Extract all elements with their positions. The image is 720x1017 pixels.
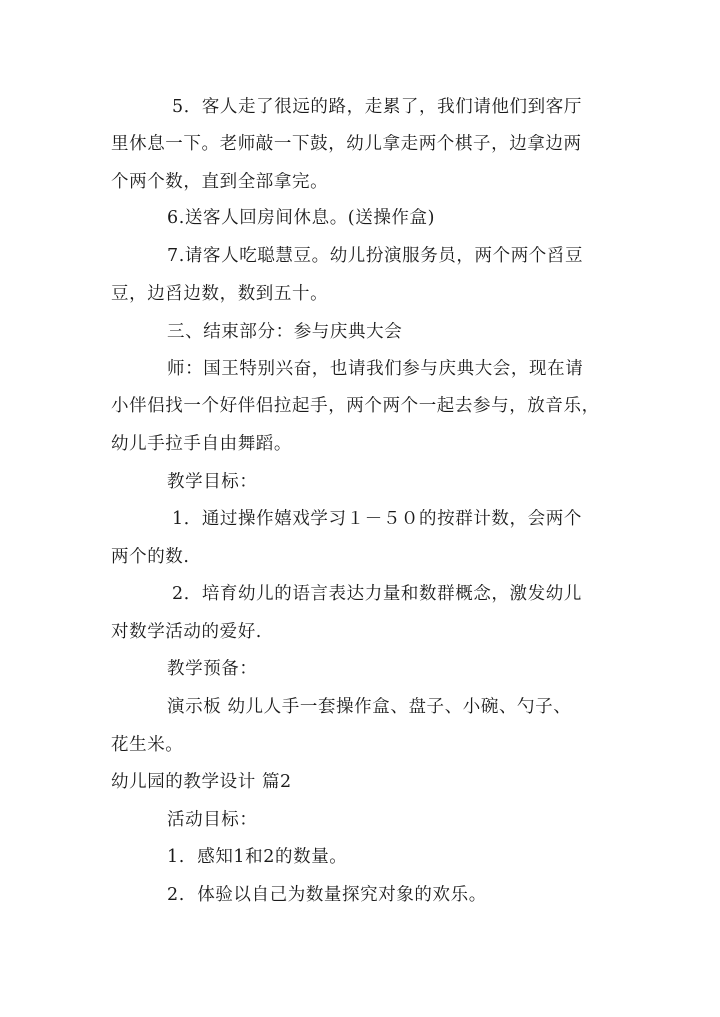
text-line: 两个的数.: [111, 547, 190, 567]
text-line: 2．培育幼儿的语言表达力量和数群概念，激发幼儿: [172, 584, 582, 604]
text-line: 豆，边舀边数，数到五十。: [111, 284, 329, 304]
list-item: 1. 感知1和2的数量。: [167, 847, 348, 867]
text-line: 师：国王特别兴奋，也请我们参与庆典大会，现在请: [167, 359, 584, 379]
text-line: 演示板 幼儿人手一套操作盒、盘子、小碗、勺子、: [167, 697, 572, 717]
list-item: 2. 体验以自己为数量探究对象的欢乐。: [167, 885, 487, 905]
text-line: 小伴侣找一个好伴侣拉起手，两个两个一起去参与，放音乐，: [111, 396, 600, 416]
text-line: 1．通过操作嬉戏学习１－５０的按群计数，会两个: [172, 509, 582, 529]
section-heading: 教学目标：: [167, 472, 258, 492]
section-heading: 三、结束部分：参与庆典大会: [167, 322, 403, 342]
text-line: 6.送客人回房间休息。(送操作盒): [167, 208, 436, 228]
text-line: 幼儿手拉手自由舞蹈。: [111, 434, 292, 454]
section-heading: 教学预备：: [167, 659, 258, 679]
text-line: 花生米。: [111, 735, 184, 755]
text-line: 7.请客人吃聪慧豆。幼儿扮演服务员，两个两个舀豆: [167, 246, 584, 266]
text-line: 个两个数，直到全部拿完。: [111, 172, 329, 192]
text-line: 对数学活动的爱好.: [111, 622, 262, 642]
document-section-title: 幼儿园的教学设计 篇2: [111, 772, 292, 792]
text-line: 里休息一下。老师敲一下鼓，幼儿拿走两个棋子，边拿边两: [111, 134, 582, 154]
section-heading: 活动目标：: [167, 810, 258, 830]
text-line: 5．客人走了很远的路，走累了，我们请他们到客厅: [172, 97, 582, 117]
